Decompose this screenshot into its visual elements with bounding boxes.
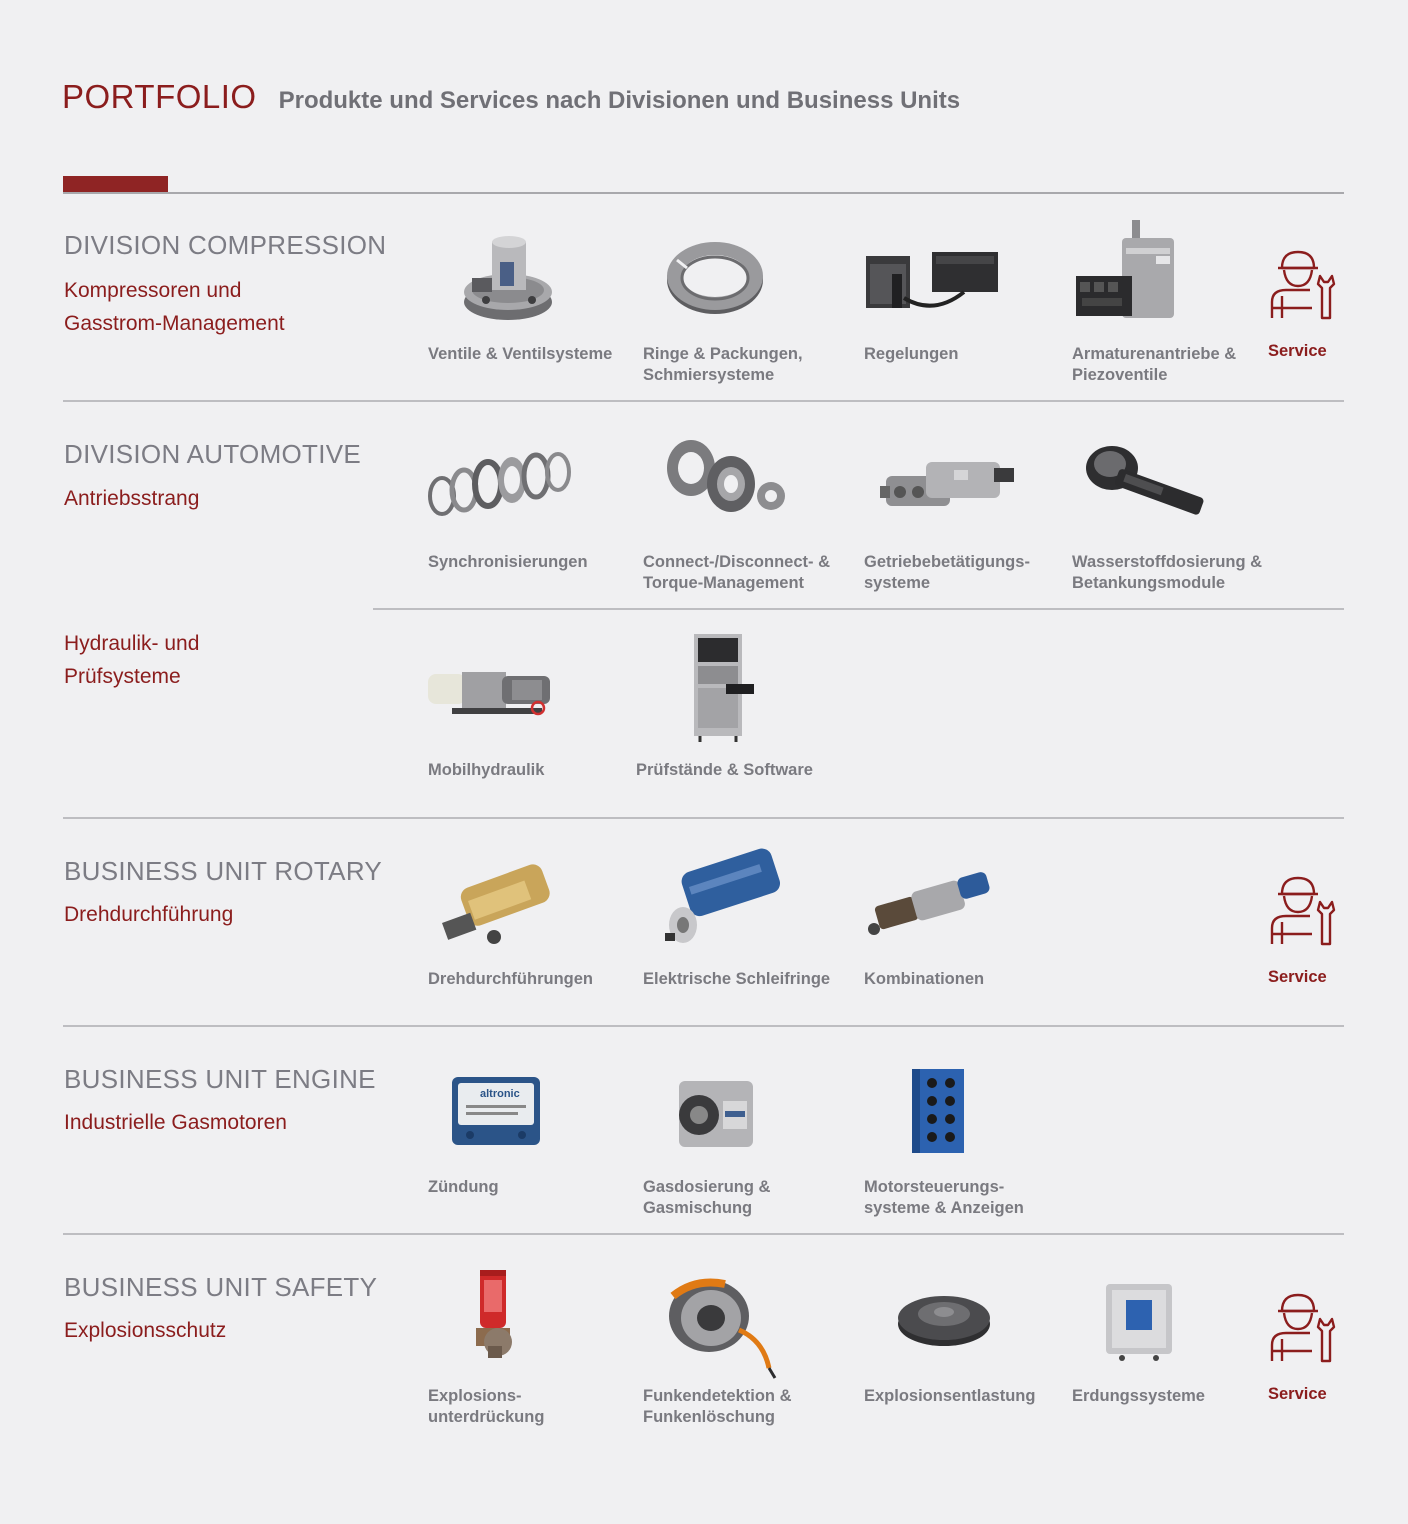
- service-worker-icon: [1268, 872, 1358, 948]
- spark-detector-icon: [643, 1274, 783, 1384]
- combination-icon: [864, 845, 1004, 955]
- product-label: Elektrische Schleifringe: [643, 970, 831, 988]
- service-worker-icon: [1268, 246, 1358, 322]
- product-label: Connect-/Disconnect- & Torque-Management: [643, 553, 831, 592]
- service-label: Service: [1268, 968, 1327, 986]
- service-compression[interactable]: [1268, 246, 1358, 361]
- product-label: Regelungen: [864, 345, 959, 363]
- divider: [63, 400, 1344, 402]
- divider: [63, 1025, 1344, 1027]
- hydrogen-injector-icon: [1072, 430, 1212, 540]
- control-unit-icon: [864, 220, 1004, 330]
- product-label: Wasserstoffdosierung & Betankungsmodule: [1072, 553, 1263, 592]
- product-label: Kombinationen: [864, 970, 985, 988]
- divider: [63, 817, 1344, 819]
- suppression-bottle-icon: [428, 1266, 568, 1376]
- service-label: Service: [1268, 1385, 1327, 1403]
- product-label: Erdungssysteme: [1072, 1387, 1205, 1405]
- product-label: Zündung: [428, 1178, 499, 1196]
- section-title-engine: BUSINESS UNIT ENGINE: [64, 1064, 376, 1094]
- product-label: Funkendetektion & Funkenlöschung: [643, 1387, 792, 1426]
- section-subtitle-engine: Industrielle Gasmotoren: [64, 1111, 287, 1134]
- service-safety[interactable]: [1268, 1289, 1358, 1404]
- service-label: Service: [1268, 342, 1327, 360]
- page-title: PORTFOLIO: [62, 78, 257, 115]
- product-label: Gasdosierung & Gasmischung: [643, 1178, 771, 1217]
- section-subtitle-compression: Kompressoren und Gasstrom-Management: [64, 279, 285, 335]
- engine-control-panel-icon: [864, 1049, 1004, 1159]
- divider: [373, 608, 1344, 610]
- explosion-vent-icon: [864, 1272, 1004, 1382]
- hydraulic-pump-icon: [428, 634, 568, 744]
- slip-ring-icon: [643, 845, 783, 955]
- product-label: Explosionsentlastung: [864, 1387, 1036, 1405]
- divider-top: [63, 192, 1344, 194]
- section-subtitle-automotive: Antriebsstrang: [64, 487, 200, 510]
- section-title-rotary: BUSINESS UNIT ROTARY: [64, 856, 383, 886]
- product-label: Motorsteuerungs- systeme & Anzeigen: [864, 1178, 1024, 1217]
- ignition-module-icon: [428, 1055, 568, 1165]
- service-rotary[interactable]: [1268, 872, 1358, 987]
- product-label: Synchronisierungen: [428, 553, 588, 571]
- section-subtitle-hydraulics: Hydraulik- und Prüfsysteme: [64, 632, 200, 688]
- section-subtitle-rotary: Drehdurchführung: [64, 903, 234, 926]
- product-label: Getriebebetätigungs- systeme: [864, 553, 1030, 592]
- valve-icon: [428, 220, 568, 330]
- page-subtitle: Produkte und Services nach Divisionen und Business Units: [278, 87, 961, 114]
- divider: [63, 1233, 1344, 1235]
- grounding-box-icon: [1072, 1272, 1212, 1382]
- section-subtitle-safety: Explosionsschutz: [64, 1319, 227, 1342]
- section-title-safety: BUSINESS UNIT SAFETY: [64, 1272, 378, 1302]
- product-label: Drehdurchführungen: [428, 970, 593, 988]
- gear-set-icon: [643, 430, 783, 540]
- brand-label: altronic: [480, 1088, 520, 1100]
- rotary-union-icon: [428, 845, 568, 955]
- product-label: Explosions- unterdrückung: [428, 1387, 545, 1426]
- page-header: [62, 78, 960, 116]
- ring-icon: [643, 220, 783, 330]
- section-title-automotive: DIVISION AUTOMOTIVE: [64, 439, 362, 469]
- product-label: Mobilhydraulik: [428, 761, 545, 779]
- product-label: Ventile & Ventilsysteme: [428, 345, 613, 363]
- test-bench-icon: [686, 630, 826, 740]
- service-worker-icon: [1268, 1289, 1358, 1365]
- product-label: Ringe & Packungen, Schmiersysteme: [643, 345, 803, 384]
- actuator-icon: [1072, 216, 1212, 326]
- product-label: Prüfstände & Software: [636, 761, 813, 779]
- accent-bar: [63, 176, 168, 193]
- section-title-compression: DIVISION COMPRESSION: [64, 230, 387, 260]
- gearbox-actuator-icon: [864, 430, 1004, 540]
- gas-dosing-icon: [643, 1055, 783, 1165]
- product-label: Armaturenantriebe & Piezoventile: [1072, 345, 1237, 384]
- synchronizer-icon: [428, 430, 568, 540]
